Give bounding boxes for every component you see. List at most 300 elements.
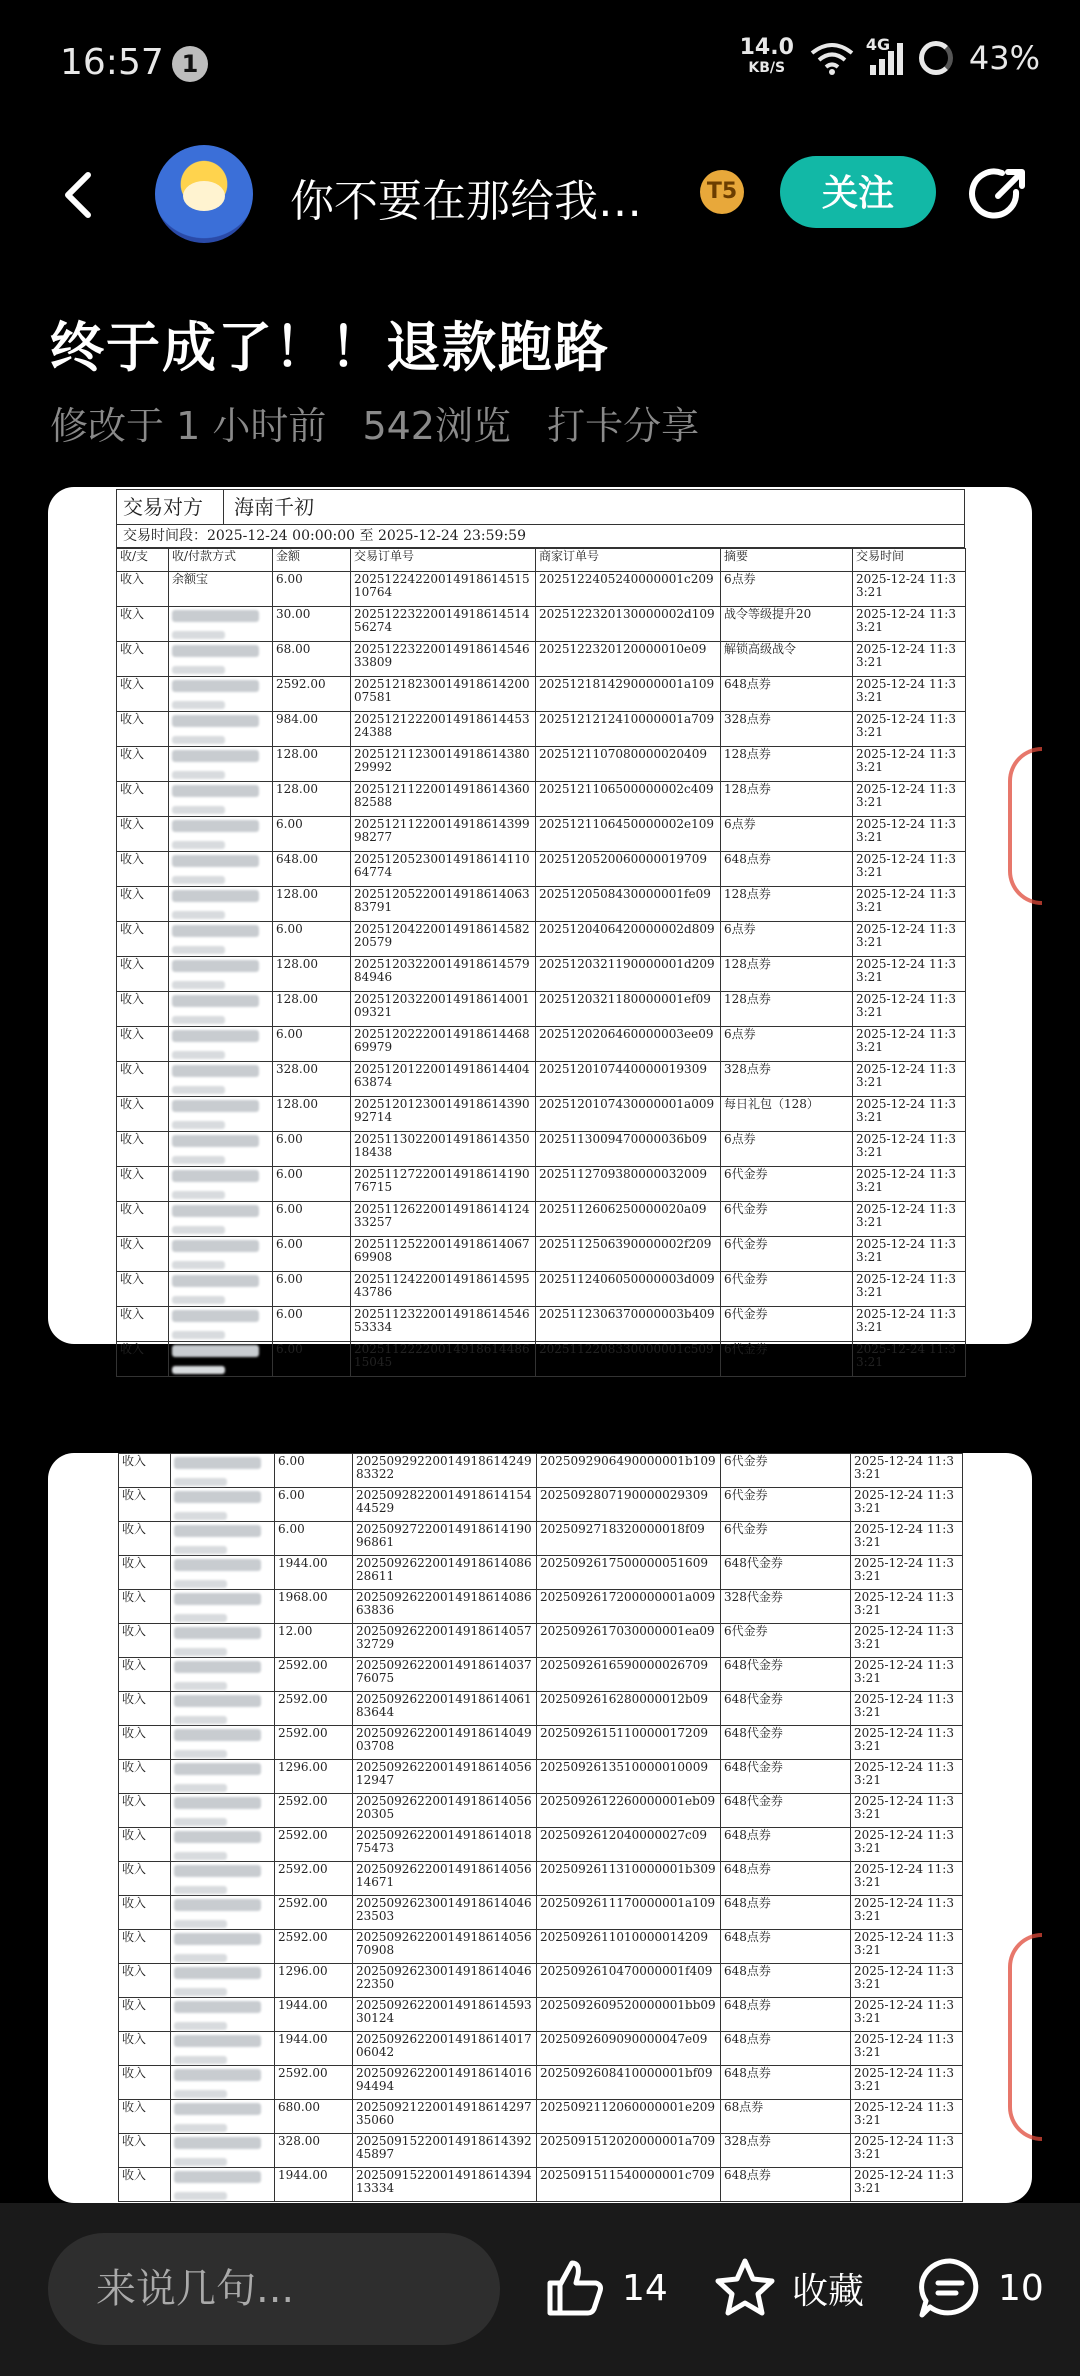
- transaction-table: [116, 548, 966, 1377]
- post-header: [0, 140, 1080, 250]
- table-cell: [171, 1692, 275, 1726]
- table-cell: 2025122422001491861451510764: [351, 572, 536, 607]
- level-badge-icon: T5: [700, 170, 744, 214]
- table-cell: 2025121122001491861436082588: [351, 782, 536, 817]
- redacted-blur: [172, 1331, 225, 1339]
- post-image-1[interactable]: [48, 487, 1032, 1369]
- table-cell: 6.00: [273, 922, 351, 957]
- table-cell: [169, 1167, 273, 1202]
- favorite-button[interactable]: [712, 2253, 864, 2323]
- table-row: [119, 1930, 963, 1964]
- table-cell: 2025120406420000002d809: [536, 922, 721, 957]
- table-cell: 收入: [117, 1237, 169, 1272]
- table-cell: 2025113022001491861435018438: [351, 1132, 536, 1167]
- table-cell: 2025-12-24 11:33:21: [853, 1097, 966, 1132]
- table-cell: 6点券: [721, 1027, 853, 1062]
- table-cell: 2025092615110000017209: [537, 1726, 721, 1760]
- table-cell: 2025-12-24 11:33:21: [851, 2168, 963, 2202]
- comment-input[interactable]: 来说几句...: [48, 2233, 500, 2345]
- table-row: [117, 572, 966, 607]
- table-cell: 2025-12-24 11:33:21: [851, 1454, 963, 1488]
- post-meta: [50, 395, 723, 450]
- table-cell: 1944.00: [275, 1998, 353, 2032]
- table-cell: 收入: [119, 1488, 171, 1522]
- table-cell: 2025122322001491861454633809: [351, 642, 536, 677]
- table-cell: [171, 1828, 275, 1862]
- table-cell: 648点券: [721, 2168, 851, 2202]
- battery-icon: [919, 41, 953, 75]
- table-cell: 2592.00: [275, 1930, 353, 1964]
- table-row: [117, 922, 966, 957]
- table-cell: 2025092622001491861408663836: [353, 1590, 537, 1624]
- table-cell: 2025092623001491861404622350: [353, 1964, 537, 1998]
- table-cell: [171, 2066, 275, 2100]
- table-cell: 2025122322001491861451456274: [351, 607, 536, 642]
- table-cell: [169, 782, 273, 817]
- redacted-blur: [174, 1491, 261, 1503]
- redacted-blur: [172, 1156, 225, 1164]
- redacted-blur: [172, 785, 259, 797]
- table-cell: 2025092609090000047e09: [537, 2032, 721, 2066]
- table-cell: 收入: [117, 572, 169, 607]
- table-cell: 6.00: [275, 1488, 353, 1522]
- table-row: [117, 1307, 966, 1342]
- table-cell: 2025120322001491861457984946: [351, 957, 536, 992]
- table-row: [119, 2032, 963, 2066]
- share-icon[interactable]: [968, 164, 1030, 226]
- table-cell: 2025-12-24 11:33:21: [851, 1692, 963, 1726]
- table-row: [119, 1828, 963, 1862]
- redacted-blur: [172, 1100, 259, 1112]
- redacted-blur: [172, 701, 225, 709]
- table-cell: 2025092611170000001a109: [537, 1896, 721, 1930]
- redacted-blur: [172, 1345, 259, 1357]
- table-cell: 648.00: [273, 852, 351, 887]
- table-row: [119, 1658, 963, 1692]
- table-cell: 2025122320120000010e09: [536, 642, 721, 677]
- table-cell: [169, 1307, 273, 1342]
- table-cell: 328.00: [273, 1062, 351, 1097]
- table-cell: 6.00: [273, 1202, 351, 1237]
- table-cell: 收入: [119, 1896, 171, 1930]
- table-cell: 收入: [117, 1167, 169, 1202]
- table-cell: 收入: [119, 1454, 171, 1488]
- table-cell: 收入: [117, 1097, 169, 1132]
- table-cell: 2025112222001491861448615045: [351, 1342, 536, 1377]
- table-row: [119, 1760, 963, 1794]
- table-cell: 68点券: [721, 2100, 851, 2134]
- redacted-blur: [172, 925, 259, 937]
- table-cell: 12.00: [275, 1624, 353, 1658]
- redacted-blur: [172, 1275, 259, 1287]
- table-cell: [169, 922, 273, 957]
- redacted-blur: [172, 645, 259, 657]
- table-cell: 2025-12-24 11:33:21: [851, 1794, 963, 1828]
- favorite-label: 收藏: [792, 2270, 865, 2312]
- table-cell: 收入: [117, 1027, 169, 1062]
- table-cell: [169, 1097, 273, 1132]
- table-row: [119, 2134, 963, 2168]
- table-cell: 648代金券: [721, 1658, 851, 1692]
- table-cell: 648点券: [721, 677, 853, 712]
- redacted-blur: [174, 2103, 261, 2115]
- table-cell: 2025-12-24 11:33:21: [851, 1760, 963, 1794]
- table-cell: 2025121106450000002e109: [536, 817, 721, 852]
- table-cell: 648点券: [721, 1862, 851, 1896]
- table-row: [117, 992, 966, 1027]
- table-cell: 6.00: [275, 1522, 353, 1556]
- post-tag[interactable]: 打卡分享: [547, 404, 700, 448]
- table-cell: 余额宝: [169, 572, 273, 607]
- table-cell: [171, 1454, 275, 1488]
- table-cell: 2025120123001491861439092714: [351, 1097, 536, 1132]
- table-row: [119, 2100, 963, 2134]
- table-cell: [171, 2100, 275, 2134]
- comment-button[interactable]: [916, 2253, 1044, 2323]
- redacted-blur: [172, 911, 225, 919]
- redacted-blur: [174, 1818, 227, 1826]
- redacted-blur: [172, 1086, 225, 1094]
- table-cell: 6点券: [721, 817, 853, 852]
- table-row: [117, 1237, 966, 1272]
- time-period: 交易时间段：2025-12-24 00:00:00 至 2025-12-24 23:59:59: [117, 525, 964, 548]
- table-cell: 收入: [119, 1760, 171, 1794]
- table-cell: 68.00: [273, 642, 351, 677]
- table-cell: 680.00: [275, 2100, 353, 2134]
- redacted-blur: [174, 1933, 261, 1945]
- table-row: [119, 1624, 963, 1658]
- table-cell: 收入: [117, 1062, 169, 1097]
- table-cell: 2025-12-24 11:33:21: [851, 1828, 963, 1862]
- table-cell: 收入: [119, 1828, 171, 1862]
- table-cell: 收入: [119, 1522, 171, 1556]
- redacted-blur: [172, 666, 225, 674]
- table-row: [119, 1692, 963, 1726]
- redacted-blur: [174, 1784, 227, 1792]
- network-speed: 14.0 KB/S: [739, 35, 794, 76]
- view-count: 542浏览: [362, 404, 511, 448]
- follow-button[interactable]: 关注: [780, 156, 936, 228]
- table-cell: 收入: [117, 1342, 169, 1377]
- table-cell: [171, 1930, 275, 1964]
- table-cell: 1968.00: [275, 1590, 353, 1624]
- table-cell: 2592.00: [275, 1726, 353, 1760]
- table-cell: 6点券: [721, 572, 853, 607]
- table-cell: 2025113009470000036b09: [536, 1132, 721, 1167]
- redacted-blur: [174, 1648, 227, 1656]
- table-row: [119, 1964, 963, 1998]
- table-cell: 2025-12-24 11:33:21: [851, 1522, 963, 1556]
- redacted-blur: [174, 2158, 227, 2166]
- redacted-blur: [174, 1797, 261, 1809]
- thumbs-up-icon: [542, 2255, 608, 2321]
- table-row: [119, 1522, 963, 1556]
- redacted-blur: [172, 610, 259, 622]
- table-cell: [171, 1794, 275, 1828]
- table-cell: 6代金券: [721, 1202, 853, 1237]
- table-cell: 328.00: [275, 2134, 353, 2168]
- table-cell: 128.00: [273, 992, 351, 1027]
- redacted-blur: [172, 946, 225, 954]
- transaction-statement: [116, 489, 1016, 1377]
- table-cell: 6点券: [721, 1132, 853, 1167]
- table-cell: 2025120321180000001ef09: [536, 992, 721, 1027]
- table-row: [119, 2066, 963, 2100]
- clock: 16:57: [60, 42, 164, 83]
- redacted-blur: [172, 1205, 259, 1217]
- table-cell: 6.00: [273, 1132, 351, 1167]
- table-cell: 2025091522001491861439245897: [353, 2134, 537, 2168]
- table-cell: 648点券: [721, 2032, 851, 2066]
- redacted-blur: [172, 1226, 225, 1234]
- table-cell: 6代金券: [721, 1237, 853, 1272]
- table-cell: 2025092611010000014209: [537, 1930, 721, 1964]
- table-cell: 2025-12-24 11:33:21: [853, 782, 966, 817]
- table-row: [117, 1132, 966, 1167]
- table-cell: 2025-12-24 11:33:21: [853, 1132, 966, 1167]
- table-cell: 2592.00: [275, 2066, 353, 2100]
- table-cell: 2025092922001491861424983322: [353, 1454, 537, 1488]
- table-cell: 2025-12-24 11:33:21: [851, 1726, 963, 1760]
- redacted-blur: [172, 750, 259, 762]
- table-cell: 2025092612040000027c09: [537, 1828, 721, 1862]
- table-cell: 128点券: [721, 992, 853, 1027]
- redacted-blur: [174, 1546, 227, 1554]
- table-cell: 2592.00: [275, 1896, 353, 1930]
- table-cell: 2025-12-24 11:33:21: [853, 957, 966, 992]
- comment-count: 10: [998, 2267, 1044, 2309]
- table-cell: 收入: [119, 1726, 171, 1760]
- table-row: [117, 607, 966, 642]
- column-header: 商家订单号: [536, 549, 721, 572]
- table-cell: [169, 852, 273, 887]
- table-cell: 2025-12-24 11:33:21: [851, 1658, 963, 1692]
- post-image-2[interactable]: [48, 1453, 1032, 2203]
- table-cell: 2025092822001491861415444529: [353, 1488, 537, 1522]
- table-cell: 6代金券: [721, 1454, 851, 1488]
- modified-time: 修改于 1 小时前: [50, 404, 327, 448]
- table-cell: 648点券: [721, 1930, 851, 1964]
- table-cell: 2025092722001491861419096861: [353, 1522, 537, 1556]
- table-cell: 2025092617200000001a009: [537, 1590, 721, 1624]
- table-cell: 6代金券: [721, 1488, 851, 1522]
- table-cell: 收入: [117, 782, 169, 817]
- table-cell: 6.00: [273, 572, 351, 607]
- table-cell: 2025-12-24 11:33:21: [853, 1342, 966, 1377]
- table-cell: 收入: [119, 1590, 171, 1624]
- table-row: [117, 817, 966, 852]
- redacted-blur: [172, 1310, 259, 1322]
- table-cell: 2025-12-24 11:33:21: [853, 712, 966, 747]
- like-button[interactable]: [542, 2253, 668, 2323]
- table-cell: 6代金券: [721, 1272, 853, 1307]
- table-cell: 984.00: [273, 712, 351, 747]
- table-cell: [171, 1896, 275, 1930]
- table-cell: 648点券: [721, 1998, 851, 2032]
- redacted-blur: [174, 1899, 261, 1911]
- table-cell: 6.00: [273, 1307, 351, 1342]
- table-cell: [169, 677, 273, 712]
- author-name[interactable]: 你不要在那给我…: [290, 176, 642, 227]
- table-row: [119, 1726, 963, 1760]
- table-cell: 2025-12-24 11:33:21: [853, 1062, 966, 1097]
- system-indicators: [739, 35, 1040, 78]
- table-cell: [169, 1132, 273, 1167]
- avatar[interactable]: [155, 145, 253, 243]
- table-cell: 2025-12-24 11:33:21: [853, 572, 966, 607]
- table-cell: 2592.00: [275, 1658, 353, 1692]
- redacted-blur: [172, 806, 225, 814]
- table-cell: 2592.00: [275, 1794, 353, 1828]
- notification-count-badge: 1: [172, 46, 208, 82]
- table-cell: 2025-12-24 11:33:21: [853, 747, 966, 782]
- table-cell: 收入: [117, 1307, 169, 1342]
- table-cell: 128点券: [721, 957, 853, 992]
- redacted-blur: [174, 1525, 261, 1537]
- table-cell: 2025120122001491861440463874: [351, 1062, 536, 1097]
- table-cell: 2025112709380000032009: [536, 1167, 721, 1202]
- table-cell: 6代金券: [721, 1167, 853, 1202]
- redacted-blur: [174, 1954, 227, 1962]
- table-cell: 2025120222001491861446869979: [351, 1027, 536, 1062]
- redacted-blur: [172, 1240, 259, 1252]
- table-cell: 2025112322001491861454653334: [351, 1307, 536, 1342]
- table-cell: 2025-12-24 11:33:21: [853, 607, 966, 642]
- table-row: [119, 1590, 963, 1624]
- table-cell: 6.00: [273, 817, 351, 852]
- redacted-blur: [172, 890, 259, 902]
- table-cell: 6.00: [273, 1027, 351, 1062]
- transaction-statement-continued: [118, 1453, 1008, 2202]
- table-cell: 收入: [119, 1658, 171, 1692]
- table-cell: 2025-12-24 11:33:21: [851, 1862, 963, 1896]
- table-cell: [169, 1342, 273, 1377]
- table-cell: [171, 1488, 275, 1522]
- table-cell: 2025120520060000019709: [536, 852, 721, 887]
- table-cell: [171, 1658, 275, 1692]
- table-cell: 收入: [117, 992, 169, 1027]
- table-cell: 2025092622001491861459330124: [353, 1998, 537, 2032]
- table-cell: 1944.00: [275, 2168, 353, 2202]
- table-cell: 2025092622001491861405670908: [353, 1930, 537, 1964]
- back-arrow-icon[interactable]: [50, 165, 110, 225]
- table-cell: 收入: [119, 2134, 171, 2168]
- table-cell: 2025121106500000002c409: [536, 782, 721, 817]
- table-cell: 2025091512020000001a709: [537, 2134, 721, 2168]
- table-cell: 2025-12-24 11:33:21: [851, 1556, 963, 1590]
- table-cell: 2025-12-24 11:33:21: [851, 2032, 963, 2066]
- table-row: [117, 782, 966, 817]
- counterparty-label: 交易对方: [123, 490, 224, 524]
- redacted-blur: [174, 1627, 261, 1639]
- table-cell: 648代金券: [721, 1692, 851, 1726]
- table-cell: 128点券: [721, 747, 853, 782]
- table-cell: [171, 1590, 275, 1624]
- table-cell: 2025120107430000001a009: [536, 1097, 721, 1132]
- table-cell: 648代金券: [721, 1794, 851, 1828]
- table-cell: [169, 712, 273, 747]
- table-cell: 128点券: [721, 887, 853, 922]
- table-cell: 648点券: [721, 2066, 851, 2100]
- table-row: [117, 887, 966, 922]
- wifi-icon: [810, 41, 854, 75]
- table-cell: 6.00: [273, 1237, 351, 1272]
- redacted-blur: [172, 981, 225, 989]
- table-cell: 收入: [119, 2168, 171, 2202]
- table-cell: 648点券: [721, 1828, 851, 1862]
- redacted-blur: [174, 1967, 261, 1979]
- table-cell: 2025120107440000019309: [536, 1062, 721, 1097]
- table-cell: 2025-12-24 11:33:21: [851, 2100, 963, 2134]
- table-row: [117, 1062, 966, 1097]
- redacted-blur: [174, 2171, 261, 2183]
- redacted-blur: [172, 841, 225, 849]
- table-cell: 2025091522001491861439413334: [353, 2168, 537, 2202]
- table-cell: 2025092612260000001eb09: [537, 1794, 721, 1828]
- table-cell: 648点券: [721, 1896, 851, 1930]
- table-row: [119, 1454, 963, 1488]
- table-cell: 2025112406050000003d009: [536, 1272, 721, 1307]
- redacted-blur: [174, 2124, 227, 2132]
- table-cell: 2025120523001491861411064774: [351, 852, 536, 887]
- table-cell: 1944.00: [275, 1556, 353, 1590]
- table-cell: 2025-12-24 11:33:21: [851, 1488, 963, 1522]
- table-cell: 6代金券: [721, 1342, 853, 1377]
- table-cell: 2025091511540000001c709: [537, 2168, 721, 2202]
- table-cell: 2025112722001491861419076715: [351, 1167, 536, 1202]
- table-cell: 328点券: [721, 712, 853, 747]
- table-cell: 2025092622001491861403776075: [353, 1658, 537, 1692]
- table-cell: 6代金券: [721, 1307, 853, 1342]
- table-cell: 2025092718320000018f09: [537, 1522, 721, 1556]
- table-row: [117, 677, 966, 712]
- redacted-blur: [172, 820, 259, 832]
- table-cell: 128.00: [273, 782, 351, 817]
- table-cell: 收入: [117, 712, 169, 747]
- table-row: [119, 1794, 963, 1828]
- table-cell: 2592.00: [273, 677, 351, 712]
- redacted-blur: [174, 1750, 227, 1758]
- table-row: [117, 1167, 966, 1202]
- table-cell: 2025-12-24 11:33:21: [851, 1998, 963, 2032]
- table-cell: 2025092616280000012b09: [537, 1692, 721, 1726]
- table-cell: 2025092622001491861401694494: [353, 2066, 537, 2100]
- table-cell: [171, 1522, 275, 1556]
- table-cell: 2592.00: [275, 1862, 353, 1896]
- table-cell: 648代金券: [721, 1556, 851, 1590]
- table-cell: 2025092610470000001f409: [537, 1964, 721, 1998]
- table-cell: 648点券: [721, 852, 853, 887]
- redacted-blur: [172, 960, 259, 972]
- red-seal-stamp: [1008, 747, 1042, 905]
- table-row: [117, 1202, 966, 1237]
- comment-bubble-icon: [916, 2255, 984, 2321]
- table-cell: 2025121107080000020409: [536, 747, 721, 782]
- redacted-blur: [174, 1457, 261, 1469]
- redacted-blur: [174, 1729, 261, 1741]
- table-cell: [169, 1027, 273, 1062]
- table-cell: 2025121814290000001a109: [536, 677, 721, 712]
- table-row: [117, 852, 966, 887]
- table-cell: 6代金券: [721, 1624, 851, 1658]
- redacted-blur: [172, 1296, 225, 1304]
- redacted-blur: [174, 1695, 261, 1707]
- table-cell: 2025092622001491861405732729: [353, 1624, 537, 1658]
- table-cell: 2025-12-24 11:33:21: [853, 852, 966, 887]
- redacted-blur: [174, 2056, 227, 2064]
- table-cell: 2025120321190000001d209: [536, 957, 721, 992]
- redacted-blur: [174, 1512, 227, 1520]
